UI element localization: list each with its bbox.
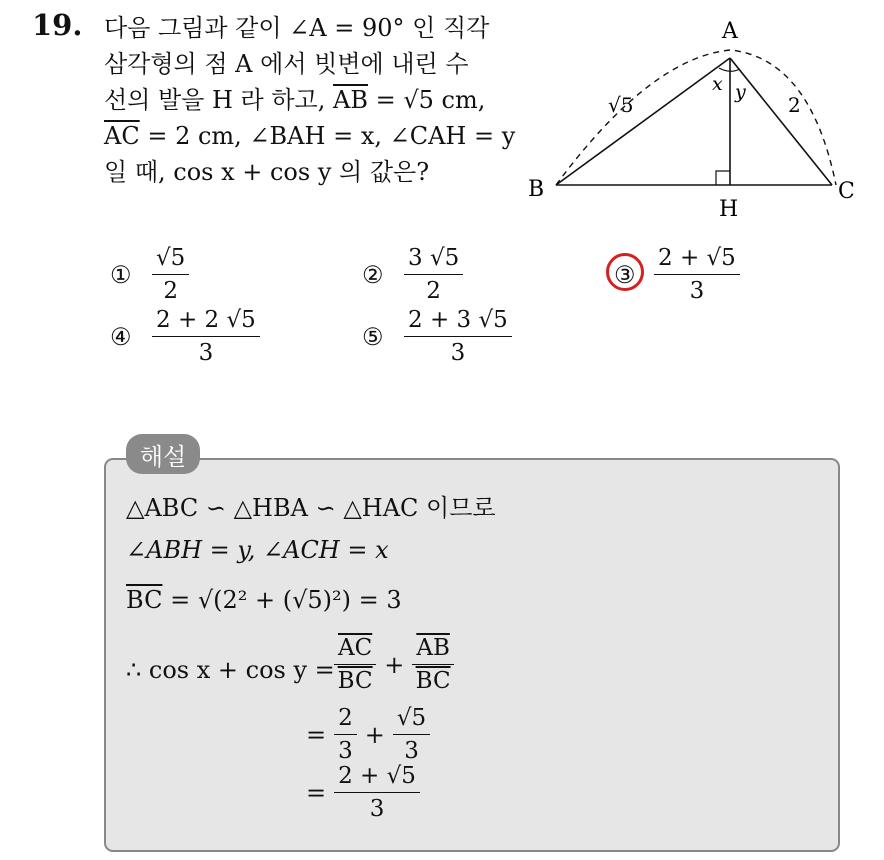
segment-ab-label: $\overline{AB}$ <box>333 86 368 114</box>
question-line-5: 일 때, cos x + cos y 의 값은? <box>104 158 430 186</box>
final-answer-fraction: $\frac{2 + √5}{3}$ <box>334 762 420 823</box>
solution-line-3-rest: = √(2² + (√5)²) = 3 <box>170 586 402 614</box>
label-y: y <box>735 81 746 103</box>
choice-1-number: ① <box>110 260 132 289</box>
question-line-3 <box>104 82 485 118</box>
segment-ac-label: $\overline{AC}$ <box>104 122 140 150</box>
solution-therefore: ∴ cos x + cos y = <box>126 656 335 684</box>
equals-sign-2: = <box>306 720 327 749</box>
solution-step-1 <box>334 634 454 695</box>
choice-2-fraction: $\frac{3 √5}{2}$ <box>404 244 463 305</box>
label-ab-length: √5 <box>608 93 634 117</box>
right-angle-mark <box>716 171 730 185</box>
solution-step-3 <box>306 762 420 823</box>
label-h: H <box>719 197 739 222</box>
segment-ab-value: = √5 cm, <box>375 86 486 114</box>
choice-1[interactable] <box>110 244 189 305</box>
fraction-root5-over-3: $\frac{√5}{3}$ <box>393 704 430 765</box>
choice-4-number: ④ <box>110 322 132 351</box>
solution-line-2: ∠ABH = y, ∠ACH = x <box>126 536 389 564</box>
label-x: x <box>712 73 723 95</box>
solution-line-1: △ABC ∽ △HBA ∽ △HAC 이므로 <box>126 494 496 522</box>
answer-mark-circle <box>606 253 644 291</box>
triangle-figure <box>520 18 870 228</box>
solution-tag: 해설 <box>126 434 200 474</box>
solution-line-3 <box>126 580 402 620</box>
question-number: 19. <box>32 8 83 42</box>
choice-3-fraction: $\frac{2 + √5}{3}$ <box>654 244 740 305</box>
choice-3[interactable] <box>614 244 740 305</box>
question-line-4 <box>104 118 515 154</box>
choice-5-fraction: $\frac{2 + 3 √5}{3}$ <box>404 306 512 367</box>
choice-5[interactable] <box>362 306 512 367</box>
side-ab <box>556 58 730 185</box>
choice-1-fraction: $\frac{√5}{2}$ <box>152 244 189 305</box>
question-line-2: 삼각형의 점 A 에서 빗변에 내린 수 <box>104 50 469 78</box>
choice-5-number: ⑤ <box>362 322 384 351</box>
label-a: A <box>722 19 738 44</box>
fraction-2-over-3: $\frac{2}{3}$ <box>334 704 357 765</box>
question-line-4-text: = 2 cm, ∠BAH = x, ∠CAH = y <box>147 122 516 150</box>
choice-2[interactable] <box>362 244 463 305</box>
equals-sign-3: = <box>306 778 327 807</box>
fraction-ac-bc: $\frac{\overline{AC}}{BC}$ <box>334 634 376 695</box>
plus-sign-2: + <box>364 720 385 749</box>
segment-bc-label: $\overline{BC}$ <box>126 586 163 614</box>
label-ac-length: 2 <box>788 93 801 117</box>
solution-step-2 <box>306 704 430 765</box>
choice-4-fraction: $\frac{2 + 2 √5}{3}$ <box>152 306 260 367</box>
choice-2-number: ② <box>362 260 384 289</box>
question-line-1: 다음 그림과 같이 ∠A = 90° 인 직각 <box>104 14 490 42</box>
plus-sign-1: + <box>384 650 405 679</box>
choice-3-number: ③ <box>614 261 654 289</box>
label-b: B <box>528 177 545 202</box>
fraction-ab-bc: $\frac{\overline{AB}}{BC}$ <box>412 634 454 695</box>
choice-4[interactable] <box>110 306 260 367</box>
question-line-3-text: 선의 발을 H 라 하고, <box>104 86 326 114</box>
label-c: C <box>838 179 855 204</box>
dashed-arc <box>556 50 836 185</box>
